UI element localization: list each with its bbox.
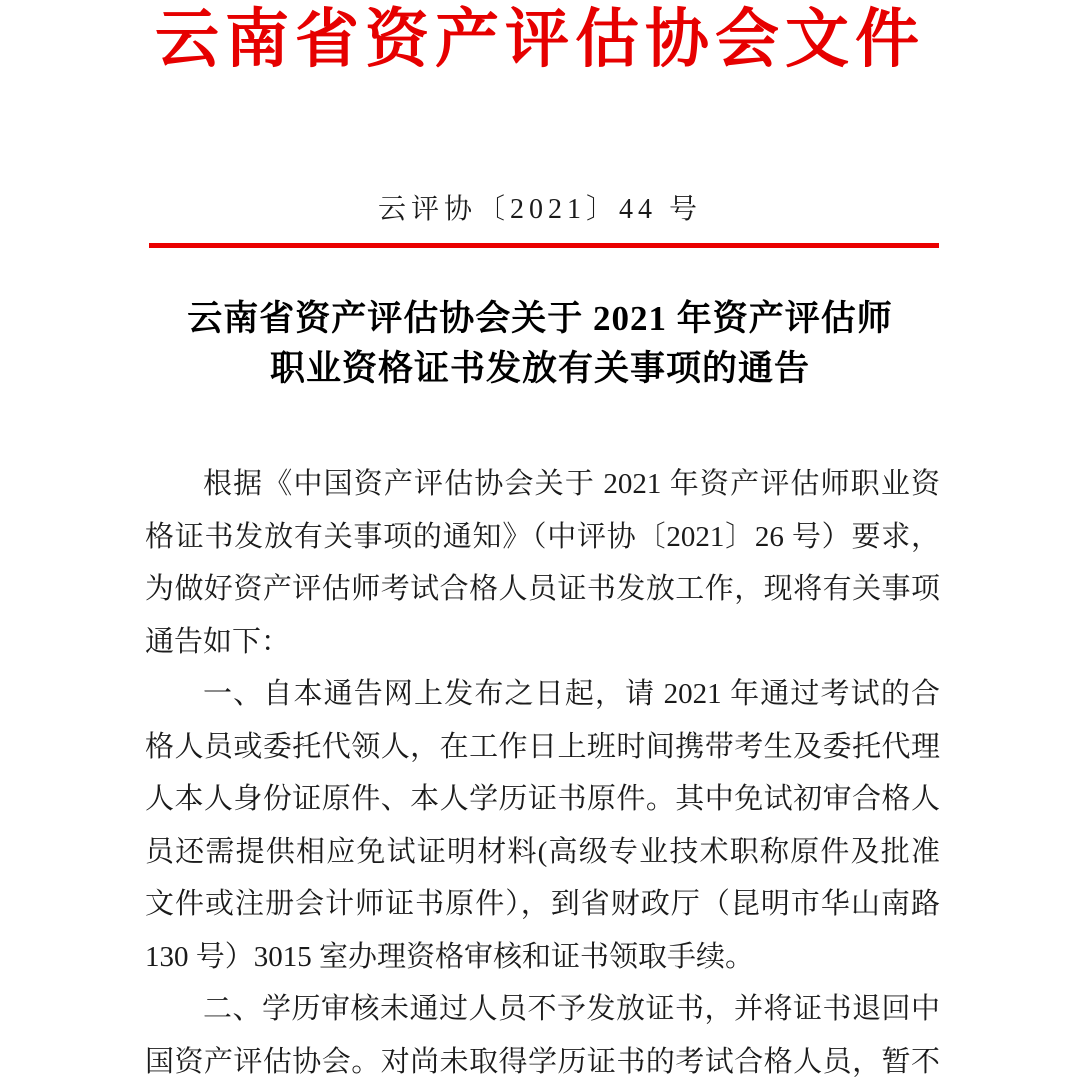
body-line: 员还需提供相应免试证明材料(高级专业技术职称原件及批准 (145, 835, 940, 868)
body-line: 格人员或委托代领人，在工作日上班时间携带考生及委托代理 (145, 730, 940, 763)
document-title-line2: 职业资格证书发放有关事项的通告 (269, 349, 810, 388)
body-line: 通告如下： (145, 625, 291, 658)
red-letterhead-title: 云南省资产评估协会文件 (155, 4, 925, 75)
body-line: 人本人身份证原件、本人学历证书原件。其中免试初审合格人 (145, 783, 940, 815)
body-line: 国资产评估协会。对尚未取得学历证书的考试合格人员，暂不 (145, 1045, 940, 1078)
body-line: 二、学历审核未通过人员不予发放证书，并将证书退回中 (203, 993, 940, 1025)
body-line: 130 号）3015 室办理资格审核和证书领取手续。 (145, 940, 755, 973)
body-line: 为做好资产评估师考试合格人员证书发放工作，现将有关事项 (145, 573, 940, 605)
body-line: 根据《中国资产评估协会关于 2021 年资产评估师职业资 (203, 468, 940, 500)
document-title-line1: 云南省资产评估协会关于 2021 年资产评估师 (187, 299, 893, 338)
body-line: 格证书发放有关事项的通知》（中评协〔2021〕26 号）要求， (145, 520, 940, 553)
document-number: 云评协〔2021〕44 号 (377, 194, 702, 225)
body-line: 一、自本通告网上发布之日起，请 2021 年通过考试的合 (203, 678, 940, 710)
document-title (0, 294, 1080, 394)
body-line: 文件或注册会计师证书原件），到省财政厅（昆明市华山南路 (145, 888, 940, 920)
document-body (145, 458, 940, 1088)
red-divider-line (149, 243, 939, 248)
